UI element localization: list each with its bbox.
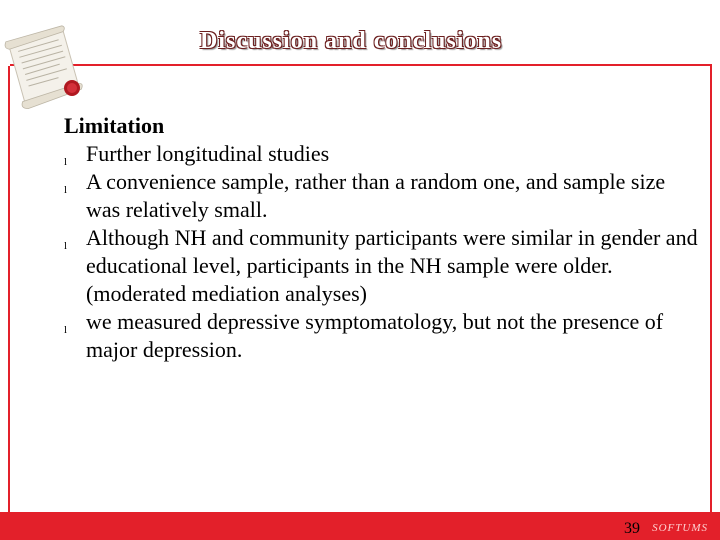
slide-body: [64, 112, 704, 364]
slide-title: Discussion and conclusions: [200, 28, 503, 54]
bullet-marker: l: [64, 184, 68, 196]
title-underline: [10, 64, 712, 66]
footer-bar: [0, 512, 720, 540]
bullet-marker: l: [64, 240, 68, 252]
slide-frame-left: [8, 66, 10, 516]
page-number: 39: [624, 520, 640, 537]
scroll-with-seal-image: [0, 22, 92, 112]
footer-watermark: SOFTUMS: [652, 522, 708, 534]
list-item: [64, 308, 704, 364]
bullet-text: Although NH and community participants were similar in gender and educational level, participants in the NH sample were older. (moderated mediation analyses): [86, 225, 698, 306]
section-heading: Limitation: [64, 113, 165, 138]
list-item: [64, 168, 704, 224]
bullet-marker: l: [64, 324, 68, 336]
list-item: [64, 224, 704, 308]
list-item: [64, 140, 704, 168]
bullet-text: Further longitudinal studies: [86, 141, 330, 166]
bullet-text: A convenience sample, rather than a random one, and sample size was relatively small.: [86, 169, 666, 222]
bullet-text: we measured depressive symptomatology, but not the presence of major depression.: [86, 309, 664, 362]
bullet-marker: l: [64, 156, 68, 168]
bullet-list: [64, 140, 704, 364]
slide-frame-right: [710, 66, 712, 516]
